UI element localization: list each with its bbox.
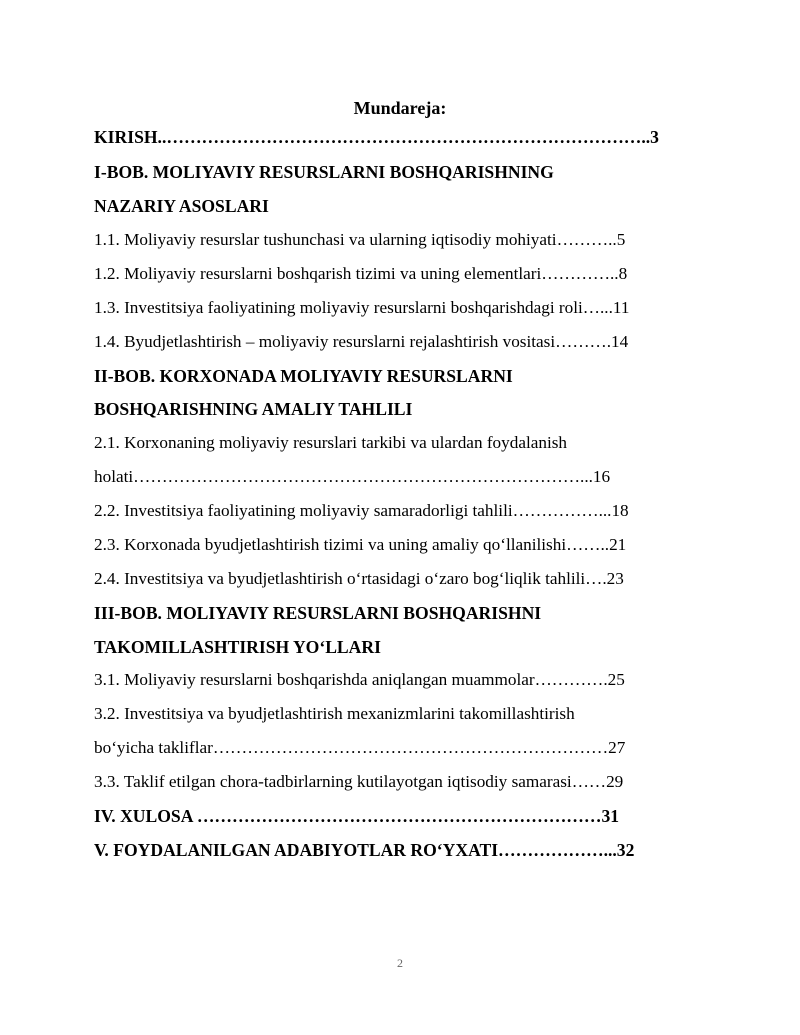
toc-entry-conclusion: IV. XULOSA ……………………………………………………………31 [94,806,620,826]
toc-entry-3-3: 3.3. Taklif etilgan chora-tadbirlarning kutilayotgan iqtisodiy samarasi……29 [94,772,624,791]
toc-entry-2-4: 2.4. Investitsiya va byudjetlashtirish o‘rtasidagi o‘zaro bog‘liqlik tahlili….23 [94,569,624,588]
toc-chapter-1-heading-cont: NAZARIY ASOSLARI [94,196,269,216]
toc-entry-1-2: 1.2. Moliyaviy resurslarni boshqarish tizimi va uning elementlari…………..8 [94,264,628,283]
toc-entry-3-2-cont: bo‘yicha takliflar……………………………………………………………27 [94,738,626,757]
toc-entry-introduction: KIRISH..………………………………………………………………………..3 [94,127,659,147]
toc-title: Mundareja: [353,98,447,118]
toc-chapter-1-heading: I-BOB. MOLIYAVIY RESURSLARNI BOSHQARISHNING [94,162,554,182]
toc-chapter-3-heading-cont: TAKOMILLASHTIRISH YO‘LLARI [94,637,381,657]
toc-entry-3-1: 3.1. Moliyaviy resurslarni boshqarishda aniqlangan muammolar………….25 [94,670,625,689]
toc-chapter-2-heading-cont: BOSHQARISHNING AMALIY TAHLILI [94,399,413,419]
toc-entry-references: V. FOYDALANILGAN ADABIYOTLAR RO‘YXATI………………...32 [94,840,635,860]
toc-entry-2-1-cont: holati……………………………………………………………………...16 [94,467,611,486]
toc-entry-2-3: 2.3. Korxonada byudjetlashtirish tizimi va uning amaliy qo‘llanilishi……..21 [94,535,627,554]
page-number: 2 [397,956,403,970]
toc-entry-1-4: 1.4. Byudjetlashtirish – moliyaviy resurslarni rejalashtirish vositasi……….14 [94,332,629,351]
toc-entry-1-1: 1.1. Moliyaviy resurslar tushunchasi va ularning iqtisodiy mohiyati………..5 [94,230,626,249]
toc-entry-3-2: 3.2. Investitsiya va byudjetlashtirish mexanizmlarini takomillashtirish [94,704,575,723]
toc-entry-2-2: 2.2. Investitsiya faoliyatining moliyaviy samaradorligi tahlili……………...18 [94,501,629,520]
toc-entry-1-3: 1.3. Investitsiya faoliyatining moliyaviy resurslarni boshqarishdagi roli…...11 [94,298,630,317]
toc-chapter-3-heading: III-BOB. MOLIYAVIY RESURSLARNI BOSHQARISHNI [94,603,542,623]
toc-entry-2-1: 2.1. Korxonaning moliyaviy resurslari tarkibi va ulardan foydalanish [94,433,568,452]
toc-chapter-2-heading: II-BOB. KORXONADA MOLIYAVIY RESURSLARNI [94,366,513,386]
